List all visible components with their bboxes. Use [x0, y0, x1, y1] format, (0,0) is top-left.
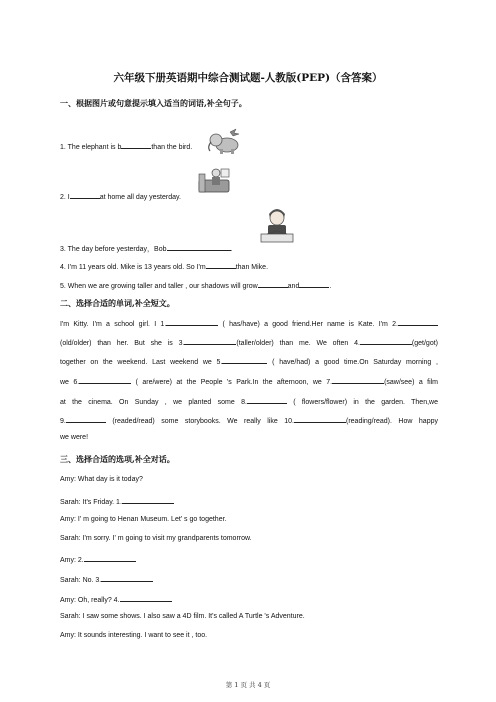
dialog-line-2: Sarah: It's Friday. 1.: [60, 496, 174, 506]
page-footer: 第 1 页 共 4 页: [225, 681, 271, 689]
passage-blank-9[interactable]: [66, 415, 106, 423]
section2-heading: 二、选择合适的单词,补全短文。: [60, 298, 175, 308]
section3-heading: 三、选择合适的选项,补全对话。: [60, 454, 175, 464]
dialog-blank-1[interactable]: [122, 496, 174, 504]
passage-line-2: (old/older) than her. But she is 3. (taller/older) than me. We often 4. (get/got): [60, 337, 438, 347]
q3-blank[interactable]: [167, 243, 231, 251]
passage-line-3: together on the weekend. Last weekend we 5. ( have/had) a good time.On Saturday morning ,: [60, 356, 438, 366]
passage-blank-6[interactable]: [79, 376, 131, 384]
dialog-line-4: Sarah: I'm sorry. I' m going to visit my grandparents tomorrow.: [60, 535, 252, 542]
passage-line-6: 9. (readed/read) some storybooks. We really like 10. (reading/read). How happy: [60, 415, 438, 425]
dialog-line-9: Amy: It sounds interesting. I want to see it , too.: [60, 632, 208, 639]
passage-line-1: I'm Kitty. I'm a school girl. I 1. ( has/have) a good friend.Her name is Kate. I'm 2.: [60, 318, 438, 328]
page-title: 六年级下册英语期中综合测试题-人教版(PEP)（含答案）: [113, 72, 383, 84]
dialog-line-8: Sarah: I saw some shows. I also saw a 4D film. It's called A Turtle 's Adventure.: [60, 613, 305, 620]
dialog-line-6: Sarah: No. 3.: [60, 574, 153, 584]
q2-blank[interactable]: [70, 191, 100, 199]
q3-line: 3. The day before yesterday，Bob .: [60, 243, 232, 254]
passage-blank-3[interactable]: [184, 337, 236, 345]
passage-line-7: we were!: [60, 434, 89, 441]
dialog-line-7: Amy: Oh, really? 4.: [60, 594, 172, 604]
dialog-blank-4[interactable]: [120, 594, 172, 602]
passage-blank-7[interactable]: [332, 376, 384, 384]
dialog-blank-2[interactable]: [84, 554, 136, 562]
passage-blank-1[interactable]: [166, 318, 218, 326]
q5-blank-1[interactable]: [258, 280, 288, 288]
q5-blank-2[interactable]: [299, 280, 329, 288]
passage-line-4: we 6. ( are/were) at the People 's Park.In the afternoon, we 7. (saw/see) a film: [60, 376, 438, 386]
person-on-sofa-icon: [196, 166, 232, 196]
passage-blank-4[interactable]: [360, 337, 412, 345]
dialog-line-1: Amy: What day is it today?: [60, 476, 143, 483]
boy-reading-icon: [257, 204, 297, 246]
q1-blank[interactable]: [121, 141, 151, 149]
q5-line: 5. When we are growing taller and taller , our shadows will grow and .: [60, 280, 331, 290]
passage-line-5: at the cinema. On Sunday , we planted some 8. ( flowers/flower) in the garden. Then,we: [60, 396, 438, 406]
q4-line: 4. I'm 11 years old. Mike is 13 years old. So I'm than Mike.: [60, 261, 268, 271]
q2-line: 2. I at home all day yesterday.: [60, 191, 181, 201]
elephant-bird-icon: [203, 127, 243, 155]
q4-blank[interactable]: [206, 261, 236, 269]
q1-line: 1. The elephant is b than the bird.: [60, 141, 192, 151]
passage-blank-5[interactable]: [222, 356, 267, 364]
dialog-line-5: Amy: 2.: [60, 554, 136, 564]
section1-heading: 一、根据图片或句意提示填入适当的词语,补全句子。: [60, 98, 247, 108]
dialog-line-3: Amy: I' m going to Henan Museum. Let' s go together.: [60, 516, 227, 523]
dialog-blank-3[interactable]: [101, 574, 153, 582]
passage-blank-10[interactable]: [294, 415, 346, 423]
passage-blank-2[interactable]: [398, 318, 438, 326]
passage-blank-8[interactable]: [247, 396, 287, 404]
